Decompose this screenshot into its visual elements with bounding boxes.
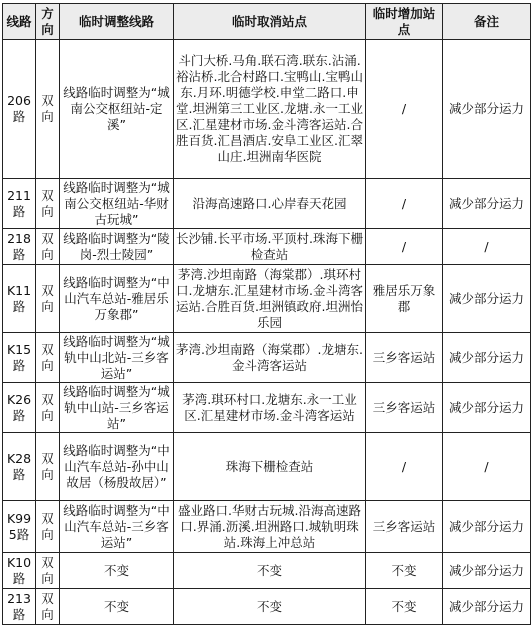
cell-adjust: 线路临时调整为“中山汽车总站-雅居乐万象郡”	[60, 265, 174, 333]
cell-cancel: 斗门大桥.马角.联石湾.联东.沾涌.裕沾桥.北合村路口.宝鸭山.宝鸭山东.月环.明德学校.申堂二路口.申堂.坦洲第三工业区.龙塘.永一工业区.汇星建材市场.金斗湾客运站.合胜百货.汇昌酒店.安阜工业区.汇翠山庄.坦洲南华医院	[174, 40, 366, 179]
cell-cancel: 茅湾.琪环村口.龙塘东.永一工业区.汇星建材市场.金斗湾客运站	[174, 383, 366, 433]
cell-cancel: 长沙铺.长平市场.平顶村.珠海下栅检查站	[174, 229, 366, 265]
cell-add: 不变	[366, 553, 443, 589]
route-adjustment-table	[2, 3, 531, 625]
cell-add: 雅居乐万象郡	[366, 265, 443, 333]
cell-note: 减少部分运力	[443, 383, 531, 433]
header-note: 备注	[443, 4, 531, 40]
cell-note: 减少部分运力	[443, 40, 531, 179]
cell-note: 减少部分运力	[443, 179, 531, 229]
cell-direction: 双向	[36, 501, 60, 553]
cell-note: 减少部分运力	[443, 333, 531, 383]
header-adjust: 临时调整线路	[60, 4, 174, 40]
cell-adjust: 不变	[60, 553, 174, 589]
cell-route: 213路	[3, 589, 36, 625]
cell-route: K995路	[3, 501, 36, 553]
table-row	[3, 553, 531, 589]
cell-direction: 双向	[36, 229, 60, 265]
table-row	[3, 40, 531, 179]
cell-direction: 双向	[36, 553, 60, 589]
cell-route: 211路	[3, 179, 36, 229]
cell-route: K26路	[3, 383, 36, 433]
cell-add: /	[366, 229, 443, 265]
table-body	[3, 40, 531, 625]
cell-note: /	[443, 229, 531, 265]
cell-note: 减少部分运力	[443, 265, 531, 333]
cell-adjust: 线路临时调整为“中山汽车总站-三乡客运站”	[60, 501, 174, 553]
cell-direction: 双向	[36, 333, 60, 383]
header-route: 线路	[3, 4, 36, 40]
cell-cancel: 不变	[174, 553, 366, 589]
cell-cancel: 盛业路口.华财古玩城.沿海高速路口.界涌.沥溪.坦洲路口.城轨明珠站.珠海上冲总站	[174, 501, 366, 553]
cell-direction: 双向	[36, 433, 60, 501]
cell-add: /	[366, 40, 443, 179]
cell-cancel: 茅湾.沙坦南路（海棠郡）.琪环村口.龙塘东.汇星建材市场.金斗湾客运站.合胜百货.坦洲镇政府.坦洲怡乐园	[174, 265, 366, 333]
table-row	[3, 265, 531, 333]
cell-adjust: 线路临时调整为“陵岗-烈士陵园”	[60, 229, 174, 265]
cell-adjust: 线路临时调整为“城南公交枢纽站-定溪”	[60, 40, 174, 179]
cell-adjust: 不变	[60, 589, 174, 625]
cell-note: 减少部分运力	[443, 553, 531, 589]
cell-direction: 双向	[36, 589, 60, 625]
cell-direction: 双向	[36, 383, 60, 433]
cell-route: K15路	[3, 333, 36, 383]
cell-cancel: 茅湾.沙坦南路（海棠郡）.龙塘东.金斗湾客运站	[174, 333, 366, 383]
cell-add: 三乡客运站	[366, 383, 443, 433]
cell-adjust: 线路临时调整为“城轨中山站-三乡客运站”	[60, 383, 174, 433]
table-row	[3, 383, 531, 433]
cell-note: 减少部分运力	[443, 501, 531, 553]
cell-note: 减少部分运力	[443, 589, 531, 625]
cell-cancel: 不变	[174, 589, 366, 625]
cell-note: /	[443, 433, 531, 501]
table-row	[3, 333, 531, 383]
cell-route: 206路	[3, 40, 36, 179]
cell-route: 218路	[3, 229, 36, 265]
cell-direction: 双向	[36, 40, 60, 179]
cell-add: /	[366, 179, 443, 229]
table-row	[3, 589, 531, 625]
cell-route: K11路	[3, 265, 36, 333]
header-add: 临时增加站点	[366, 4, 443, 40]
table-row	[3, 229, 531, 265]
table-row	[3, 433, 531, 501]
cell-cancel: 珠海下栅检查站	[174, 433, 366, 501]
cell-add: 不变	[366, 589, 443, 625]
cell-add: 三乡客运站	[366, 333, 443, 383]
cell-adjust: 线路临时调整为“中山汽车总站-孙中山故居（杨殷故居）”	[60, 433, 174, 501]
cell-direction: 双向	[36, 265, 60, 333]
cell-route: K10路	[3, 553, 36, 589]
table-row	[3, 179, 531, 229]
cell-adjust: 线路临时调整为“城南公交枢纽站-华财古玩城”	[60, 179, 174, 229]
cell-cancel: 沿海高速路口.心岸春天花园	[174, 179, 366, 229]
cell-direction: 双向	[36, 179, 60, 229]
table-row	[3, 501, 531, 553]
cell-add: /	[366, 433, 443, 501]
cell-route: K28路	[3, 433, 36, 501]
cell-add: 三乡客运站	[366, 501, 443, 553]
cell-adjust: 线路临时调整为“城轨中山北站-三乡客运站”	[60, 333, 174, 383]
table-header	[3, 4, 531, 40]
header-direction: 方向	[36, 4, 60, 40]
header-cancel: 临时取消站点	[174, 4, 366, 40]
